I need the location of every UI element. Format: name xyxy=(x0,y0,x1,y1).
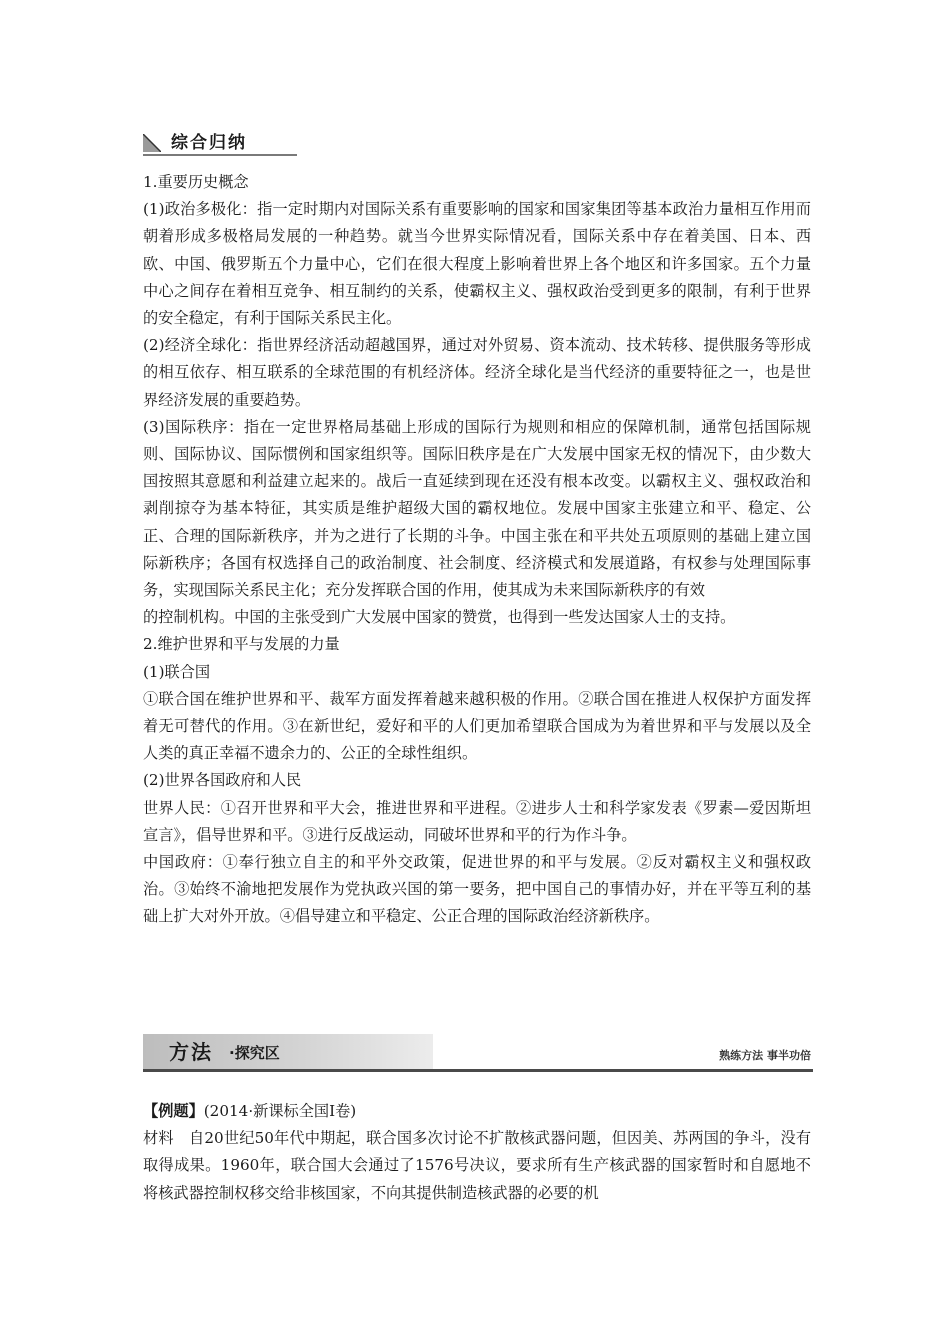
subheading-governments-people: (2)世界各国政府和人民 xyxy=(143,771,302,790)
paragraph-un: ①联合国在维护世界和平、裁军方面发挥着越来越积极的作用。②联合国在推进人权保护方面发挥着无可替代的作用。③在新世纪，爱好和平的人们更加希望联合国成为为着世界和平与发展以及全人类的真正幸福不遗余力的、公正的全球性组织。 xyxy=(143,689,811,763)
example-body xyxy=(143,1098,811,1207)
banner-subtitle: ·探究区 xyxy=(229,1044,280,1062)
summary-body xyxy=(143,169,811,931)
paragraph-globalization: (2)经济全球化：指世界经济活动超越国界，通过对外贸易、资本流动、技术转移、提供服务等形成的相互依存、相互联系的全球范围的有机经济体。经济全球化是当代经济的重要特征之一，也是世界经济发展的重要趋势。 xyxy=(143,336,811,409)
paragraph-international-order-cont: 的控制机构。中国的主张受到广大发展中国家的赞赏，也得到一些发达国家人士的支持。 xyxy=(143,608,736,627)
example-label: 【例题】 xyxy=(143,1102,204,1120)
corner-triangle-icon xyxy=(143,134,161,152)
example-source: (2014·新课标全国Ⅰ卷) xyxy=(203,1102,357,1120)
section-underline xyxy=(143,154,297,156)
subheading-un: (1)联合国 xyxy=(143,662,211,681)
paragraph-world-people: 世界人民：①召开世界和平大会，推进世界和平进程。②进步人士和科学家发表《罗素—爱因斯坦宣言》，倡导世界和平。③进行反战运动，同破坏世界和平的行为作斗争。 xyxy=(143,798,811,844)
example-header xyxy=(143,1098,811,1125)
section-banner-methods xyxy=(143,1034,813,1072)
banner-tagline: 熟练方法 事半功倍 xyxy=(719,1049,811,1062)
paragraph-chinese-government: 中国政府：①奉行独立自主的和平外交政策，促进世界的和平与发展。②反对霸权主义和强权政治。③始终不渝地把发展作为党执政兴国的第一要务，把中国自己的事情办好，并在平等互利的基础上扩大对外开放。④倡导建立和平稳定、公正合理的国际政治经济新秩序。 xyxy=(143,853,811,926)
section-heading-summary xyxy=(143,131,297,157)
heading-forces: 2.维护世界和平与发展的力量 xyxy=(143,635,340,654)
banner-rule xyxy=(143,1069,813,1072)
paragraph-multipolar: (1)政治多极化：指一定时期内对国际关系有重要影响的国家和国家集团等基本政治力量相互作用而朝着形成多极格局发展的一种趋势。就当今世界实际情况看，国际关系中存在着美国、日本、西欧、中国、俄罗斯五个力量中心，它们在很大程度上影响着世界上各个地区和许多国家。五个力量中心之间存在着相互竞争、相互制约的关系，使霸权主义、强权政治受到更多的限制，有利于世界的安全稳定，有利于国际关系民主化。 xyxy=(143,200,811,328)
banner-title: 方法 xyxy=(169,1040,213,1064)
material-paragraph xyxy=(143,1125,811,1207)
material-text: 自20世纪50年代中期起，联合国多次讨论不扩散核武器问题，但因美、苏两国的争斗，没有取得成果。1960年，联合国大会通过了1576号决议，要求所有生产核武器的国家暂时和自愿地不将核武器控制权移交给非核国家，不向其提供制造核武器的必要的机 xyxy=(143,1129,812,1202)
section-title: 综合归纳 xyxy=(171,133,247,153)
heading-concepts: 1.重要历史概念 xyxy=(143,173,249,191)
material-label: 材料 xyxy=(143,1129,174,1148)
paragraph-international-order: (3)国际秩序：指在一定世界格局基础上形成的国际行为规则和相应的保障机制，通常包括国际规则、国际协议、国际惯例和国家组织等。国际旧秩序是在广大发展中国家无权的情况下，由少数大国按照其意愿和利益建立起来的。战后一直延续到现在还没有根本改变。以霸权主义、强权政治和剥削掠夺为基本特征，其实质是维护超级大国的霸权地位。发展中国家主张建立和平、稳定、公正、合理的国际新秩序，并为之进行了长期的斗争。中国主张在和平共处五项原则的基础上建立国际新秩序；各国有权选择自己的政治制度、社会制度、经济模式和发展道路，有权参与处理国际事务，实现国际关系民主化；充分发挥联合国的作用，使其成为未来国际新秩序的有效 xyxy=(143,417,811,600)
